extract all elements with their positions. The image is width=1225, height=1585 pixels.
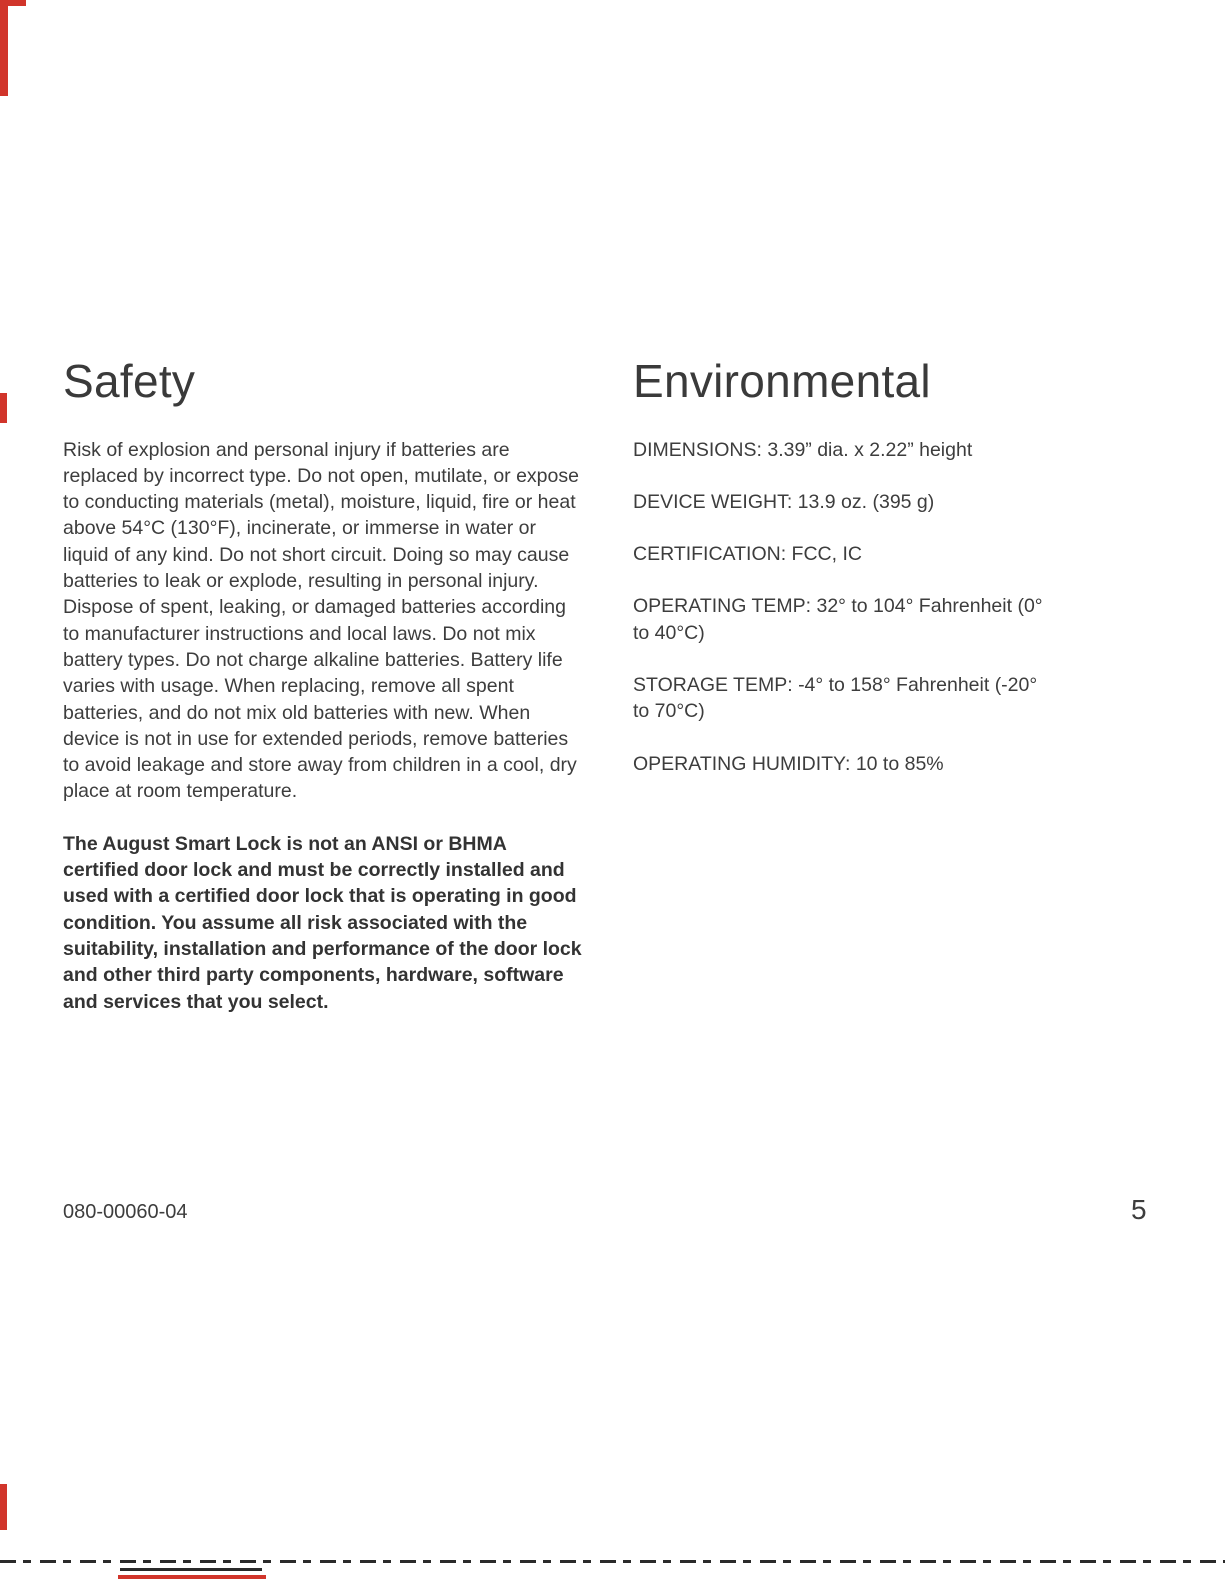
scan-artifact-red-left-middle [0, 393, 7, 423]
safety-section [63, 356, 585, 1041]
page-number: 5 [1131, 1194, 1147, 1225]
spec-operating-humidity: OPERATING HUMIDITY: 10 to 85% [633, 752, 944, 775]
scan-artifact-dark-underline [120, 1568, 262, 1571]
spec-certification: CERTIFICATION: FCC, IC [633, 543, 862, 566]
spec-device-weight: DEVICE WEIGHT: 13.9 oz. (395 g) [633, 490, 935, 513]
scan-artifact-red-left-bottom [0, 1484, 7, 1530]
safety-notice-paragraph: The August Smart Lock is not an ANSI or BHMA certified door lock and must be correctly installed and used with a certified door lock that is operating in good condition. You assume all risk associated with the suitability, installation and performance of the door lock and other third party components, hardware, software and services that you select. [63, 832, 582, 1013]
spec-storage-temp: STORAGE TEMP: -4° to 158° Fahrenheit (-20° to 70°C) [633, 674, 1038, 723]
safety-body-paragraph: Risk of explosion and personal injury if batteries are replaced by incorrect type. Do not open, mutilate, or expose to conducting materials (metal), moisture, liquid, fire or heat above 54°C (130°F), incinerate, or immerse in water or liquid of any kind. Do not short circuit. Doing so may cause batteries to leak or explode, resulting in personal injury. Dispose of spent, leaking, or damaged batteries according to manufacturer instructions and local laws. Do not mix battery types. Do not charge alkaline batteries. Battery life varies with usage. When replacing, remove all spent batteries, and do not mix old batteries with new. When device is not in use for extended periods, remove batteries to avoid leakage and store away from children in a cool, dry place at room temperature. [63, 438, 579, 803]
scan-artifact-red-left-top [0, 0, 8, 96]
environmental-title: Environmental [633, 355, 931, 407]
scan-artifact-red-top-edge [0, 0, 26, 6]
scan-artifact-red-underline [118, 1575, 266, 1579]
safety-title: Safety [63, 355, 196, 407]
spec-dimensions: DIMENSIONS: 3.39” dia. x 2.22” height [633, 438, 973, 461]
scan-artifact-dashed-line [0, 1560, 1225, 1563]
environmental-section [633, 356, 1053, 803]
document-number: 080-00060-04 [63, 1201, 188, 1223]
spec-operating-temp: OPERATING TEMP: 32° to 104° Fahrenheit (0° to 40°C) [633, 595, 1043, 644]
